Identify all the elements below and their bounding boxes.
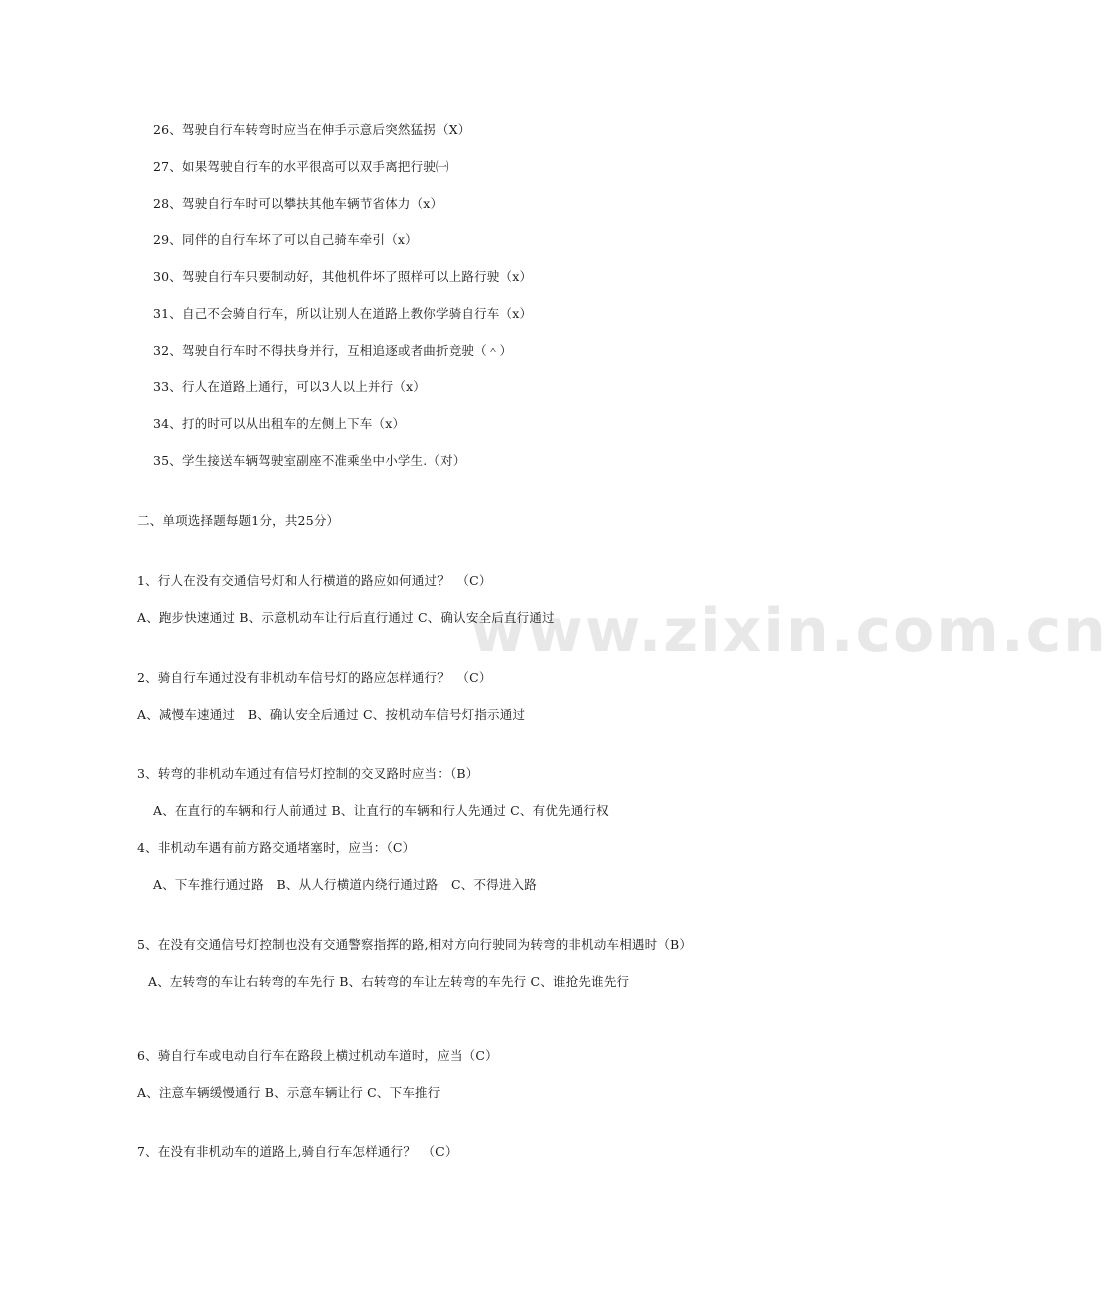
- question-text: 4、非机动车遇有前方路交通堵塞时，应当：（C）: [137, 840, 416, 855]
- judgement-item: 33、行人在道路上通行，可以3人以上并行（x）: [153, 379, 427, 394]
- answer-options: A、左转弯的车让右转弯的车先行 B、右转弯的车让左转弯的车先行 C、谁抢先谁先行: [148, 974, 630, 989]
- judgement-item: 31、自己不会骑自行车，所以让别人在道路上教你学骑自行车（x）: [153, 306, 533, 321]
- question-text: 1、行人在没有交通信号灯和人行横道的路应如何通过？ （C）: [137, 573, 492, 588]
- answer-options: A、下车推行通过路 B、从人行横道内绕行通过路 C、不得进入路: [153, 877, 537, 892]
- answer-options: A、减慢车速通过 B、确认安全后通过 C、按机动车信号灯指示通过: [137, 707, 526, 722]
- judgement-item: 35、学生接送车辆驾驶室副座不准乘坐中小学生.（对）: [153, 453, 466, 468]
- judgement-item: 26、驾驶自行车转弯时应当在伸手示意后突然猛拐（X）: [153, 122, 471, 137]
- question-text: 3、转弯的非机动车通过有信号灯控制的交叉路时应当：（B）: [137, 766, 479, 781]
- question-text: 2、骑自行车通过没有非机动车信号灯的路应怎样通行？ （C）: [137, 670, 492, 685]
- judgement-item: 27、如果驾驶自行车的水平很高可以双手离把行驶㈠: [153, 159, 449, 174]
- judgement-item: 34、打的时可以从出租车的左侧上下车（x）: [153, 416, 406, 431]
- answer-options: A、注意车辆缓慢通行 B、示意车辆让行 C、下车推行: [137, 1085, 441, 1100]
- question-text: 6、骑自行车或电动自行车在路段上横过机动车道时，应当（C）: [137, 1048, 498, 1063]
- judgement-item: 28、驾驶自行车时可以攀扶其他车辆节省体力（x）: [153, 196, 444, 211]
- judgement-item: 30、驾驶自行车只要制动好，其他机件坏了照样可以上路行驶（x）: [153, 269, 533, 284]
- question-text: 7、在没有非机动车的道路上,骑自行车怎样通行？ （C）: [137, 1144, 458, 1159]
- watermark: www.zixin.com.cn: [470, 596, 1108, 666]
- judgement-item: 32、驾驶自行车时不得扶身并行，互相追逐或者曲折竞驶（＾）: [153, 343, 513, 358]
- question-text: 5、在没有交通信号灯控制也没有交通警察指挥的路,相对方向行驶同为转弯的非机动车相遇时（B）: [137, 937, 693, 952]
- section-heading: 二、单项选择题每题1分，共25分）: [137, 513, 340, 528]
- judgement-item: 29、同伴的自行车坏了可以自己骑车牵引（x）: [153, 232, 418, 247]
- answer-options: A、跑步快速通过 B、示意机动车让行后直行通过 C、确认安全后直行通过: [137, 610, 555, 625]
- answer-options: A、在直行的车辆和行人前通过 B、让直行的车辆和行人先通过 C、有优先通行权: [153, 803, 609, 818]
